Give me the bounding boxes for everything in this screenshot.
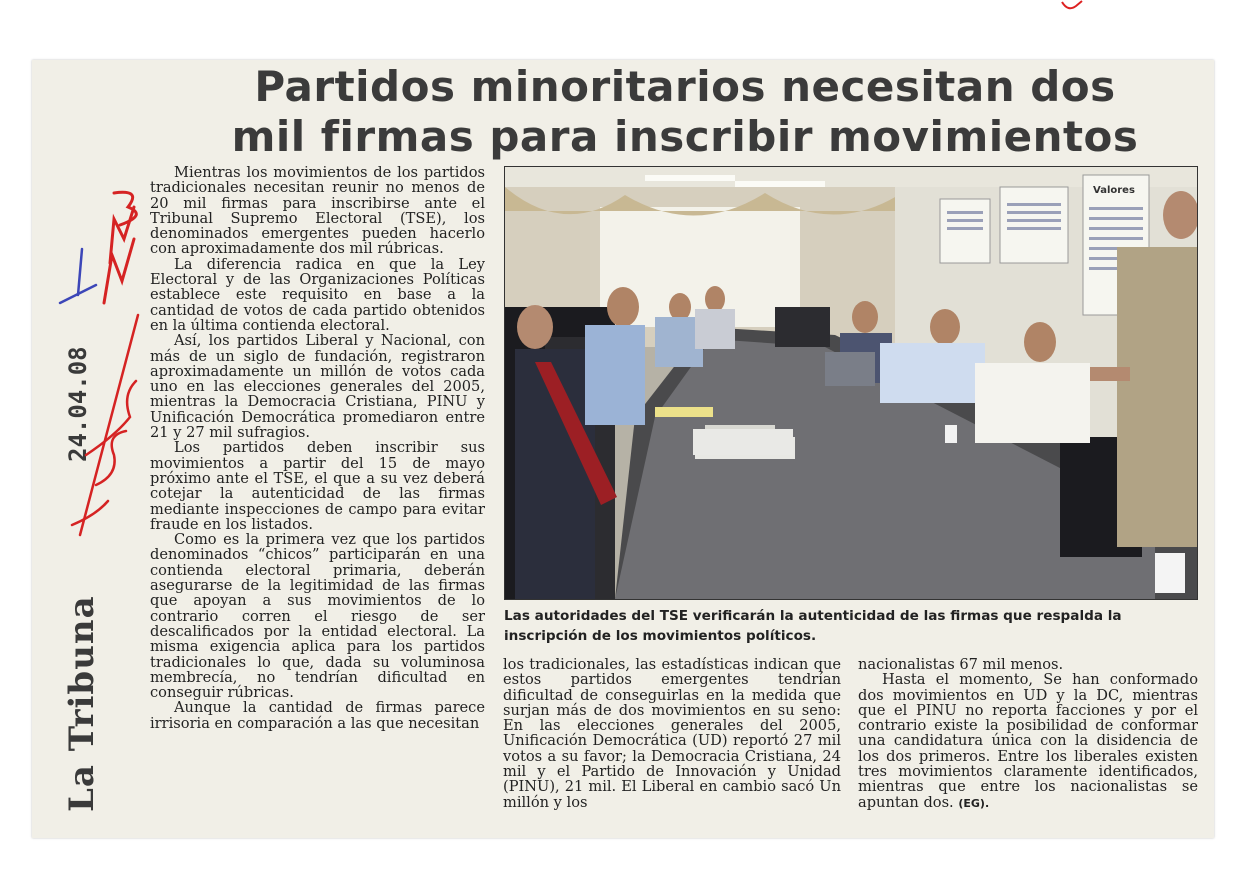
masthead: La Tribuna [62, 595, 102, 812]
paragraph: Como es la primera vez que los partidos denominados “chicos” participarán en una contienda electoral primaria, deberán asegurarse de la legitimidad de las firmas que apoyan a sus movimientos de lo contrario corren el riesgo de ser descalificados por la entidad electoral. La misma exigencia aplica para los partidos tradicionales lo que, dada su voluminosa membrecía, no tendrían dificultad en conseguir rúbricas. [150, 531, 485, 702]
paragraph-text: Hasta el momento, Se han conformado dos movimientos en UD y la DC, mientras que el PINU no reporta facciones y por el contrario existe la posibilidad de conformar una candidatura única con la disidencia de los dos primeros. Entre los liberales existen tres movimientos claramente identificados, mientras que entre los nacionalistas se apuntan dos. [858, 671, 1198, 811]
paragraph: Así, los partidos Liberal y Nacional, con más de un siglo de fundación, registraron aproximadamente un millón de votos cada uno en las elecciones generales del 2005, mientras la Democracia Cristiana, PINU y Unificación Democrática promediaron entre 21 y 27 mil sufragios. [150, 332, 485, 442]
ink-mark [1058, 0, 1088, 14]
paragraph: Aunque la cantidad de firmas parece irrisoria en comparación a las que necesitan [150, 699, 485, 732]
headline-line-1: Partidos minoritarios necesitan dos [254, 62, 1116, 111]
handwritten-annotation [56, 185, 146, 545]
dateline: 24.04.08 [64, 346, 92, 462]
article-column-2 [503, 657, 841, 810]
photo-caption: Las autoridades del TSE verificarán la autenticidad de las firmas que respalda la inscripción de los movimientos políticos. [504, 608, 1122, 644]
paragraph: los tradicionales, las estadísticas indican que estos partidos emergentes tendrían dificultad de conseguirlas en la medida que surjan más de dos movimientos en su seno: En las elecciones generales del 2005, Unificación Democrática (UD) reportó 27 mil votos a su favor; la Democracia Cristiana, 24 mil y el Partido de Innovación y Unidad (PINU), 21 mil. El Liberal en cambio sacó Un millón y los [503, 656, 841, 811]
meeting-photo [504, 166, 1198, 600]
author-credit: (EG). [958, 796, 990, 810]
poster-title: Valores [1093, 185, 1135, 196]
headline [150, 62, 1220, 162]
handwritten-signature [72, 315, 138, 535]
article-column-3 [858, 657, 1198, 811]
paragraph: Los partidos deben inscribir sus movimientos a partir del 15 de mayo próximo ante el TSE, el que a su vez deberá cotejar la autenticidad de las firmas mediante inspecciones de campo para evitar fraude en los listados. [150, 439, 485, 533]
paragraph [858, 672, 1198, 811]
paragraph: nacionalistas 67 mil menos. [858, 656, 1064, 673]
paragraph: La diferencia radica en que la Ley Electoral y de las Organizaciones Políticas establece este requisito en base a la cantidad de votos de cada partido obtenidos en la última contienda electoral. [150, 255, 485, 334]
article-column-1 [150, 165, 485, 731]
handwritten-number [60, 192, 136, 303]
headline-line-2: mil firmas para inscribir movimientos [231, 112, 1139, 161]
paragraph: Mientras los movimientos de los partidos tradicionales necesitan reunir no menos de 20 mil firmas para inscribirse ante el Tribunal Supremo Electoral (TSE), los denominados emergentes pueden hacerlo con aproximadamente dos mil rúbricas. [150, 164, 485, 258]
meeting-room-illustration [505, 167, 1197, 599]
